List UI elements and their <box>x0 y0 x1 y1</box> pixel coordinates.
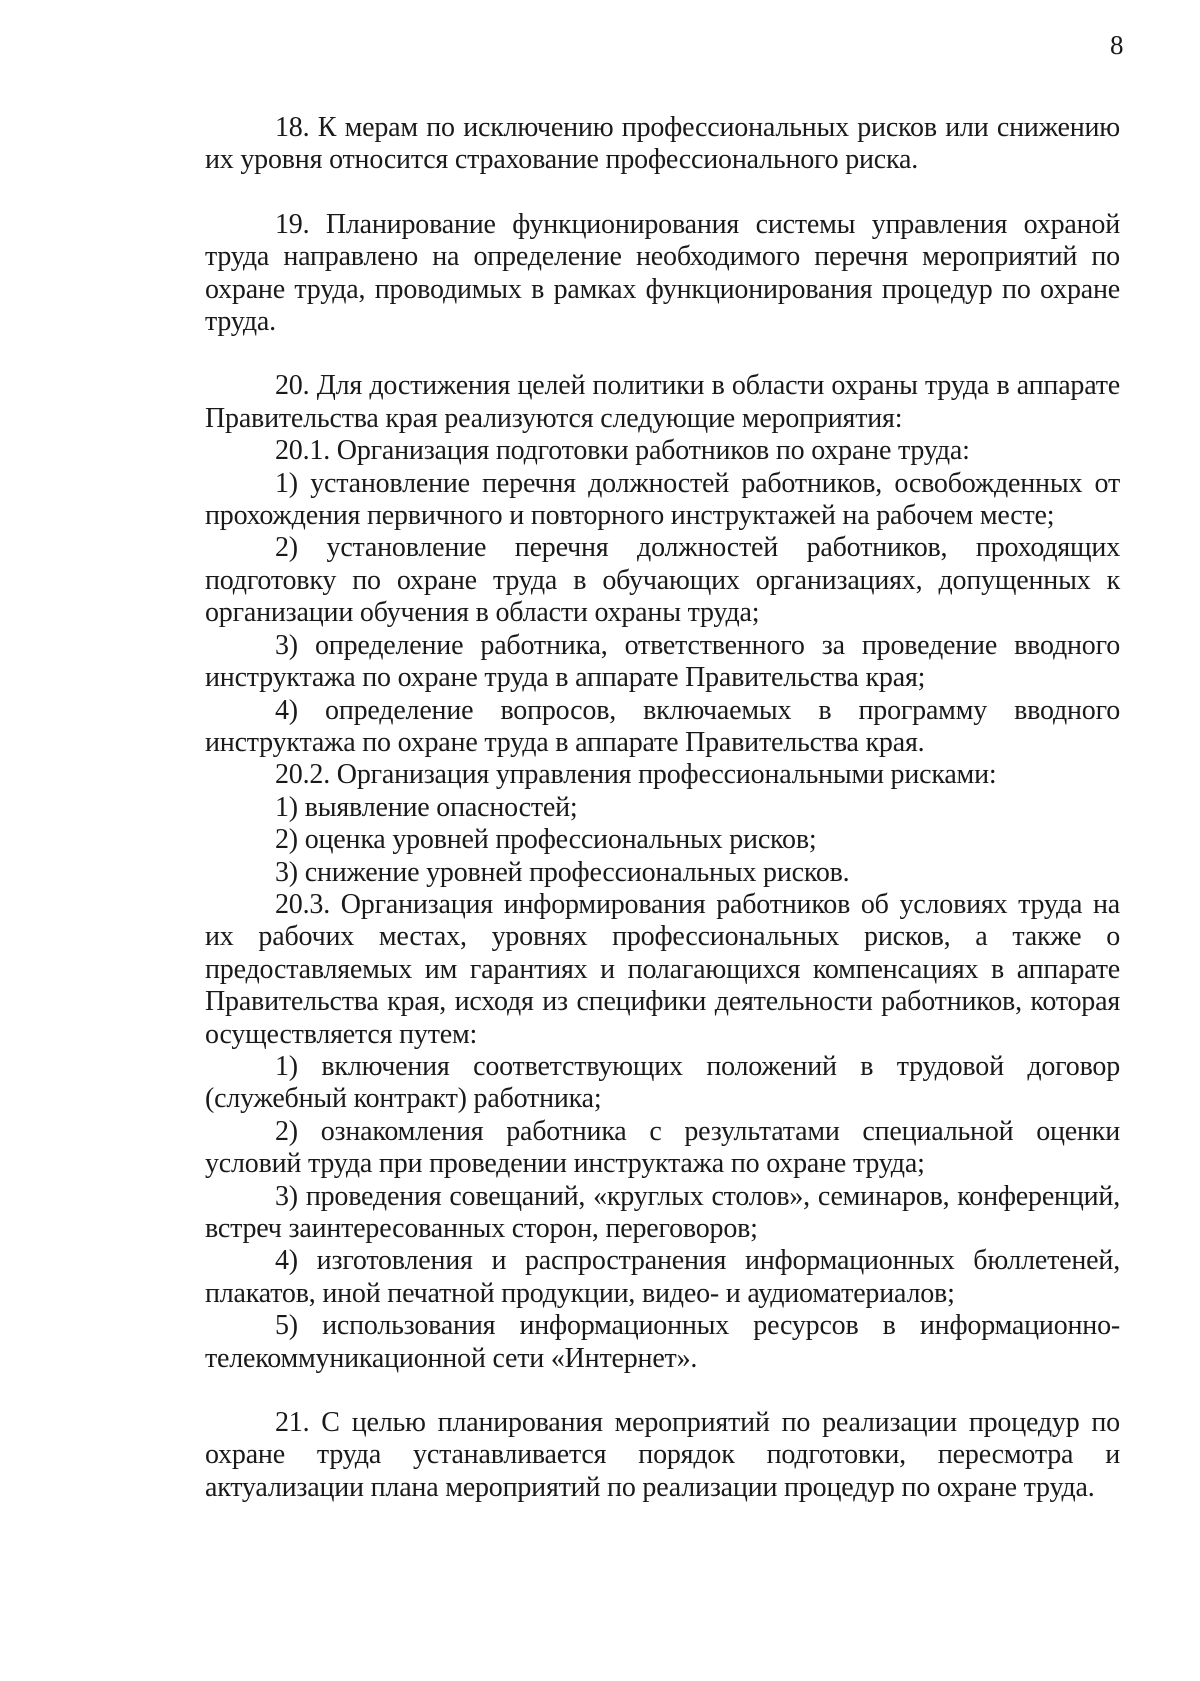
list-item: 3) определение работника, ответственного за проведение вводного инструктажа по охране труда в аппарате Правительства края; <box>205 629 1120 694</box>
list-item: 3) проведения совещаний, «круглых столов», семинаров, конференций, встреч заинтересованных сторон, переговоров; <box>205 1180 1120 1244</box>
list-item: 1) установление перечня должностей работников, освобожденных от прохождения первичного и повторного инструктажей на рабочем месте; <box>205 467 1120 532</box>
list-item: 2) оценка уровней профессиональных рисков; <box>275 824 817 856</box>
list-item: 2) установление перечня должностей работников, проходящих подготовку по охране труда в обучающих организациях, допущенных к организации обучения в области охраны труда; <box>205 532 1120 629</box>
subsection-20-3: 20.3. Организация информирования работников об условиях труда на их рабочих местах, уровнях профессиональных рисков, а также о предоставляемых им гарантиях и полагающихся компенсациях в аппарате Правительства края, исходя из специфики деятельности работников, которая осуществляется путем: <box>205 888 1120 1050</box>
list-item: 1) включения соответствующих положений в трудовой договор (служебный контракт) работника; <box>205 1050 1120 1115</box>
list-item: 5) использования информационных ресурсов в информационно-телекоммуникационной сети «Интернет». <box>205 1310 1120 1374</box>
paragraph-18: 18. К мерам по исключению профессиональных рисков или снижению их уровня относится страхование профессионального риска. <box>205 112 1120 176</box>
paragraph-21: 21. С целью планирования мероприятий по реализации процедур по охране труда устанавливается порядок подготовки, пересмотра и актуализации плана мероприятий по реализации процедур по охране труда. <box>205 1407 1120 1503</box>
paragraph-19: 19. Планирование функционирования системы управления охраной труда направлено на определение необходимого перечня мероприятий по охране труда, проводимых в рамках функционирования процедур по охране труда. <box>205 208 1120 338</box>
list-item: 4) изготовления и распространения информационных бюллетеней, плакатов, иной печатной продукции, видео- и аудиоматериалов; <box>205 1245 1120 1309</box>
list-item: 2) ознакомления работника с результатами специальной оценки условий труда при проведении инструктажа по охране труда; <box>205 1115 1120 1180</box>
list-item: 4) определение вопросов, включаемых в программу вводного инструктажа по охране труда в аппарате Правительства края. <box>205 694 1120 758</box>
list-item: 3) снижение уровней профессиональных рисков. <box>275 856 850 888</box>
paragraph-20: 20. Для достижения целей политики в области охраны труда в аппарате Правительства края реализуются следующие мероприятия: <box>205 370 1120 434</box>
list-item: 1) выявление опасностей; <box>275 791 578 823</box>
subsection-20-2: 20.2. Организация управления профессиональными рисками: <box>275 759 997 791</box>
page-number: 8 <box>1110 30 1124 60</box>
document-body <box>205 112 1120 1504</box>
subsection-20-1: 20.1. Организация подготовки работников по охране труда: <box>275 435 970 467</box>
